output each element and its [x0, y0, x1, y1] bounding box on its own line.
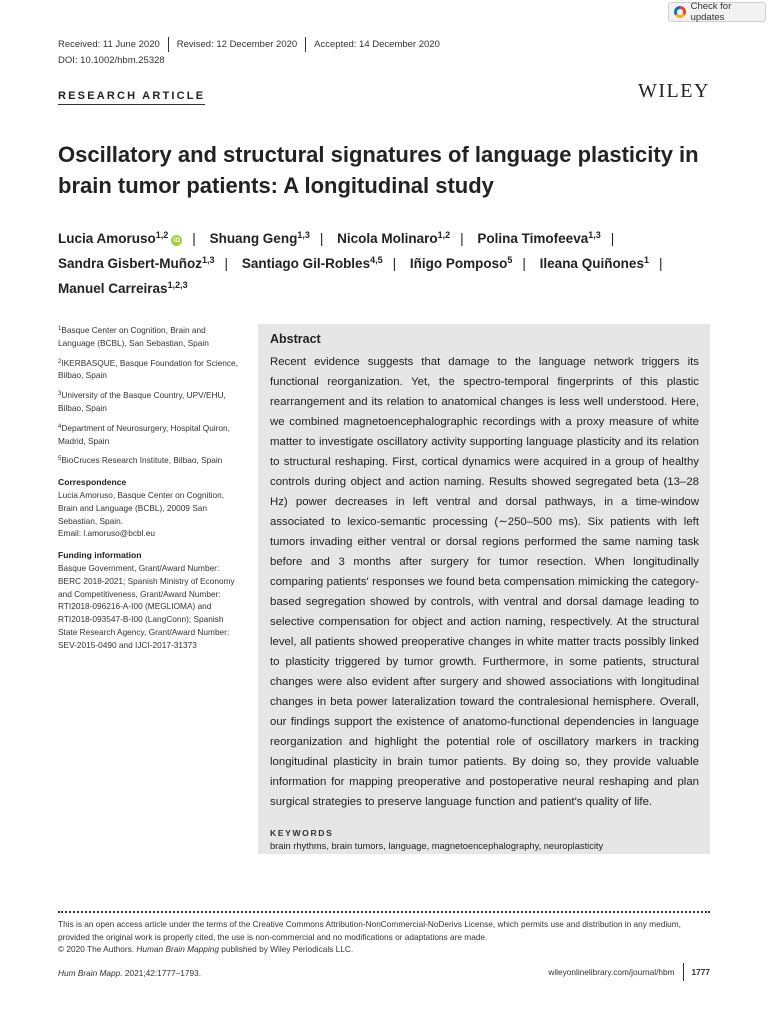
divider: [683, 963, 684, 981]
article-type-label: RESEARCH ARTICLE: [58, 90, 205, 105]
copyright-line: © 2020 The Authors. Human Brain Mapping published by Wiley Periodicals LLC.: [58, 944, 354, 954]
abstract-box: [258, 324, 710, 854]
author[interactable]: Shuang Geng$^{1,3}$: [209, 230, 310, 246]
keywords-list: brain rhythms, brain tumors, language, magnetoencephalography, neuroplasticity: [270, 841, 604, 851]
keywords-heading: KEYWORDS: [270, 828, 334, 838]
author[interactable]: Ileana Quiñones$^1$: [539, 255, 649, 271]
correspondence-heading: Correspondence: [58, 477, 127, 488]
license-text: This is an open access article under the terms of the Creative Commons Attribution-NonCommercial-NoDerivs License, which permits use and distribution in any medium, provided the original work is properly cited, the use is non-commercial and no modifications or adaptations are made.: [58, 919, 681, 942]
article-dates: [58, 37, 440, 52]
affiliation: $^2$IKERBASQUE, Basque Foundation for Science, Bilbao, Spain: [58, 357, 238, 381]
affiliation: $^4$Department of Neurosurgery, Hospital Quiron, Madrid, Spain: [58, 422, 230, 446]
author[interactable]: Polina Timofeeva$^{1,3}$: [477, 230, 601, 246]
correspondence-email[interactable]: Email: l.amoruso@bcbl.eu: [58, 528, 155, 539]
footer-right: [548, 963, 710, 981]
author[interactable]: Santiago Gil-Robles$^{4,5}$: [241, 255, 383, 271]
received-date: Received: 11 June 2020: [58, 39, 160, 50]
publisher-logo: WILEY: [638, 80, 710, 102]
doi[interactable]: DOI: 10.1002/hbm.25328: [58, 55, 165, 66]
journal-citation: Hum Brain Mapp. 2021;42:1777–1793.: [58, 968, 201, 978]
page-number: 1777: [691, 967, 710, 977]
author[interactable]: Lucia Amoruso$^{1,2}$iD: [58, 231, 182, 246]
article-info-column: [58, 324, 240, 652]
author[interactable]: Iñigo Pomposo$^5$: [409, 255, 513, 271]
crossmark-icon: [674, 6, 686, 18]
abstract-text: Recent evidence suggests that damage to the language network triggers its functional reorganization. Yet, the spectro-temporal fingerprints of this plastic rearrangement and its relation to anatomical changes is less well understood. Here, we combined magnetoencephalographic recordings with a proxy measure of white matter to investigate oscillatory activity supporting language plasticity and its relation to structural reshaping. First, cortical dynamics were acquired in a group of healthy controls during object and action naming. Results showed segregated beta (13–28 Hz) power decreases in left ventral and dorsal pathways, in a time-window associated to lexico-semantic processing (∼250–500 ms). Six patients with left tumors invading either ventral or dorsal regions performed the same naming task before and 3 months after surgery for tumor resection. When longitudinally comparing patients' responses we found beta compensation mimicking the category-based segregation showed by controls, with ventral and dorsal damage leading to selective compensation for object and action naming, respectively. At the structural level, all patients showed preoperative changes in white matter tracts possibly linked to plasticity triggered by tumor growth. Furthermore, in some patients, structural changes were also evident after surgery and showed associations with longitudinal changes in beta power lateralization toward the contralesional hemisphere. Overall, our findings support the existence of anatomo-functional dependencies in language reorganization and highlight the potential role of oscillatory markers in tracking longitudinal plasticity in brain tumor patients. By doing so, they provide valuable information for mapping preoperative and postoperative neural reshaping and plan surgical strategies to preserve language function and patient's quality of life.: [270, 356, 699, 808]
check-for-updates-button[interactable]: [668, 2, 766, 22]
footer-divider: [58, 911, 710, 913]
accepted-date: Accepted: 14 December 2020: [314, 39, 440, 50]
abstract-heading: Abstract: [270, 332, 321, 346]
author[interactable]: Manuel Carreiras$^{1,2,3}$: [58, 280, 188, 296]
affiliation: $^5$BioCruces Research Institute, Bilbao, Spain: [58, 455, 223, 466]
affiliation: $^1$Basque Center on Cognition, Brain and Language (BCBL), San Sebastian, Spain: [58, 325, 209, 348]
check-for-updates-label: Check for updates: [690, 1, 732, 23]
author[interactable]: Nicola Molinaro$^{1,2}$: [337, 230, 451, 246]
author[interactable]: Sandra Gisbert-Muñoz$^{1,3}$: [58, 255, 215, 271]
orcid-icon[interactable]: iD: [171, 235, 182, 246]
divider: [305, 37, 306, 52]
funding-text: Basque Government, Grant/Award Number: BERC 2018-2021; Spanish Ministry of Economy and Competitiveness, Grant/Award Number: RTI2018-096216-A-I00 (MEGLIOMA) and RTI2018-093547-B-I00 (LangConn); Spanish State Research Agency, Grant/Award Number: SEV-2015-0490 and IJCI-2017-31373: [58, 562, 235, 650]
license-notice: [58, 918, 710, 956]
correspondence-text: Lucia Amoruso, Basque Center on Cognition, Brain and Language (BCBL), 20009 San Sebastian, Spain.: [58, 489, 225, 526]
author-list: Lucia Amoruso$^{1,2}$iD | Shuang Geng$^{1,3}$ | Nicola Molinaro$^{1,2}$ | Polina Timofeeva$^{1,3}$ | Sandra Gisbert-Muñoz$^{1,3}$ | Santiago Gil-Robles$^{4,5}$ | Iñigo Pomposo$^5$ | Ileana Quiñones$^1$ | Manuel Carreiras$^{1,2,3}$: [58, 230, 663, 296]
divider: [168, 37, 169, 52]
article-title: Oscillatory and structural signatures of language plasticity in brain tumor patients: A longitudinal study: [58, 142, 699, 198]
funding-heading: Funding information: [58, 550, 142, 561]
revised-date: Revised: 12 December 2020: [176, 39, 298, 50]
journal-url[interactable]: wileyonlinelibrary.com/journal/hbm: [548, 967, 675, 977]
affiliation: $^3$University of the Basque Country, UPV/EHU, Bilbao, Spain: [58, 390, 226, 413]
